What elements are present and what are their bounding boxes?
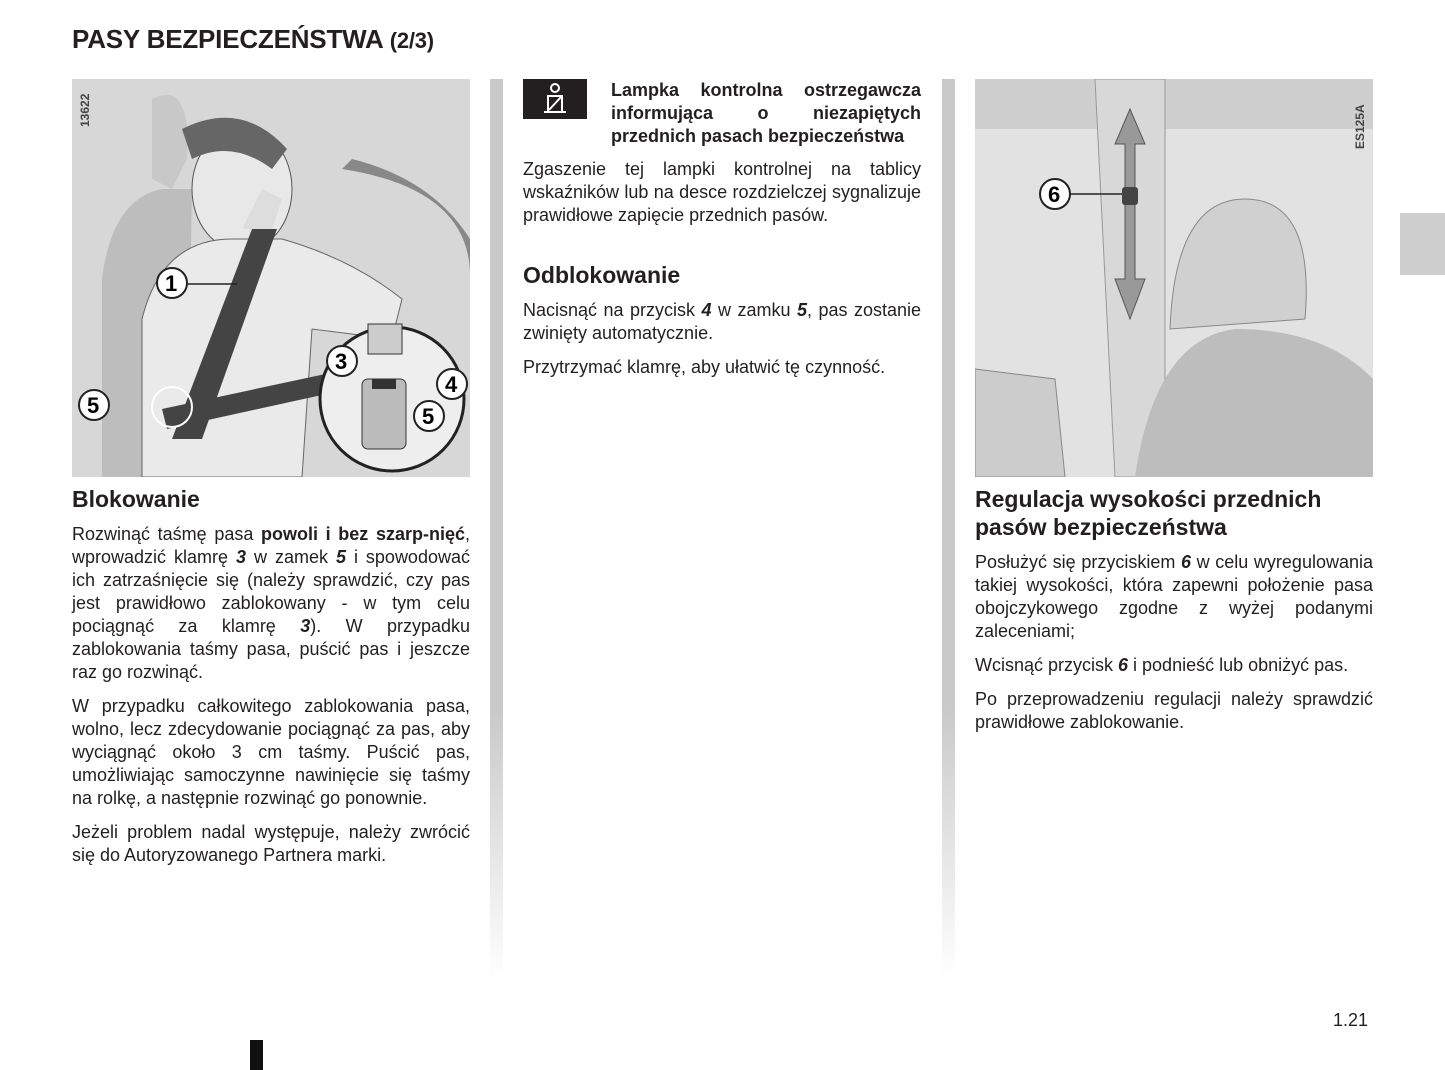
paragraph [72,695,470,810]
title-part: (2/3) [389,28,434,53]
text-segment: W przypadku całkowitego zablokowania pasa, wolno, lecz zdecydowanie pociągnąć za pas, aby wyciągnąć około 3 cm taśmy. Puścić pas, umożliwiając samoczynne nawinięcie się taśmy na rolkę, a następnie rozwinąć go ponownie. [72,696,470,808]
reference-number: 6 [1118,655,1129,675]
callout-5b: 5 [87,393,100,418]
text-segment: w celu wyregulowania takiej wysokości, która zapewni położenie pasa obojczykowego zgodne z wyżej podanymi zaleceniami; [975,552,1373,641]
text-segment: Wcisnąć przycisk [975,655,1119,675]
reference-number: 3 [300,616,311,636]
callout-4: 4 [445,372,458,397]
callout-5a: 5 [422,404,435,429]
reference-number: 6 [1180,552,1191,572]
text-segment: Jeżeli problem nadal występuje, należy zwrócić się do Autoryzowanego Partnera marki. [72,822,470,865]
text-segment: Nacisnąć na przycisk [523,300,702,320]
section-heading: Odblokowanie [523,262,681,288]
section-heading: Blokowanie [72,486,200,512]
section-body [72,523,470,867]
text-segment: Posłużyć się przyciskiem [975,552,1181,572]
text-segment: , wprowadzić klamrę [72,524,470,567]
paragraph [523,356,921,379]
reference-number: 5 [335,547,346,567]
callout-6: 6 [1048,182,1061,207]
column-odblokowanie [523,79,921,390]
figure-code: ES125A [1353,104,1367,149]
paragraph [975,551,1373,643]
callout-3: 3 [335,349,348,374]
seatbelt-warning-icon [523,79,587,119]
text-segment: Rozwinąć taśmę pasa [72,524,262,544]
page-title [72,24,434,55]
chapter-tab [1400,213,1445,275]
paragraph [523,158,921,227]
column-divider [942,79,955,979]
column-blokowanie [72,79,470,878]
print-mark [250,1040,263,1070]
section-heading: Regulacja wysokości przednich pasów bezpieczeństwa [975,486,1322,540]
text-segment: w zamku [711,300,797,320]
text-segment: i podnieść lub obniżyć pas. [1128,655,1349,675]
illustration-driver-belt [72,79,470,477]
title-text: PASY BEZPIECZEŃSTWA [72,24,383,54]
text-segment: ). W przypadku zablokowania taśmy pasa, puścić pas i jeszcze raz go rozwinąć. [72,616,470,682]
section-body [523,299,921,379]
paragraph [975,654,1373,677]
reference-number: 3 [236,547,247,567]
figure-code: 13622 [78,93,92,127]
driver-seatbelt-drawing [72,79,470,477]
reference-number: 4 [701,300,712,320]
text-segment: i spowodować ich zatrzaśnięcie się (należy sprawdzić, czy pas jest prawidłowo zablokowany - w tym celu pociągnąć za klamrę [72,547,470,636]
column-regulacja [975,79,1373,745]
emphasis-text: powoli i bez szarp-nięć [261,524,465,544]
warning-lamp-block [523,79,921,148]
warning-body [523,158,921,227]
section-body [975,551,1373,734]
text-segment: Zgaszenie tej lampki kontrolnej na tablicy wskaźników lub na desce rozdzielczej sygnalizuje prawidłowe zapięcie przednich pasów. [523,159,921,225]
callout-1: 1 [165,271,178,296]
page-number: 1.21 [1333,1010,1369,1030]
belt-height-drawing [975,79,1373,477]
reference-number: 5 [796,300,807,320]
text-segment: Po przeprowadzeniu regulacji należy sprawdzić prawidłowe zablokowanie. [975,689,1373,732]
paragraph [72,821,470,867]
warning-title: Lampka kontrolna ostrzegawcza informująca o niezapiętych przednich pasach bezpieczeństwa [611,80,921,146]
text-segment: w zamek [246,547,336,567]
column-divider [490,79,503,979]
text-segment: Przytrzymać klamrę, aby ułatwić tę czynność. [523,357,886,377]
paragraph [523,299,921,345]
paragraph [72,523,470,684]
illustration-belt-height [975,79,1373,477]
text-segment: , pas zostanie zwinięty automatycznie. [523,300,921,343]
paragraph [975,688,1373,734]
